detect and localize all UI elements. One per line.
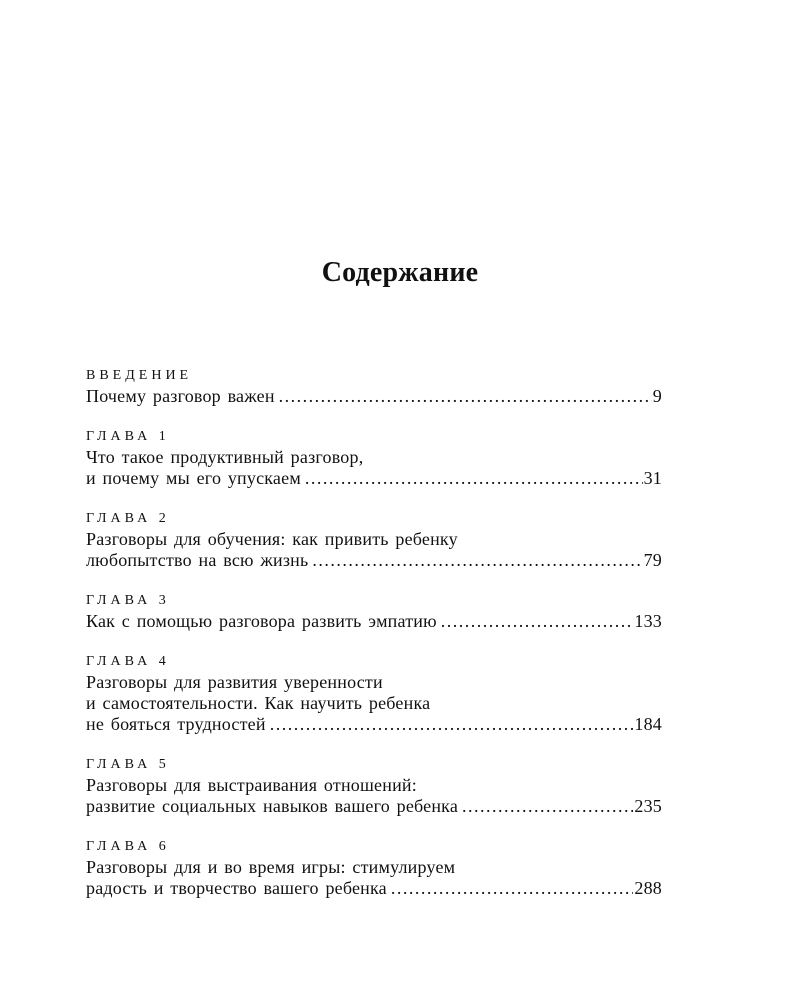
dot-leader — [305, 468, 643, 489]
section-label: ГЛАВА 6 — [86, 839, 170, 854]
section-label: ГЛАВА 4 — [86, 654, 170, 669]
entry-title-line — [86, 878, 662, 899]
toc-entry — [86, 837, 662, 899]
table-of-contents — [86, 366, 662, 919]
entry-title-text: Почему разговор важен — [86, 386, 275, 406]
entry-title-text: и почему мы его упускаем — [86, 468, 301, 488]
page-title: Содержание — [321, 256, 479, 288]
entry-title-text: не бояться трудностей — [86, 714, 266, 734]
section-label: ГЛАВА 1 — [86, 429, 170, 444]
dot-leader — [391, 878, 634, 899]
dot-leader — [270, 714, 634, 735]
entry-title-text: радость и творчество вашего ребенка — [86, 878, 387, 898]
page-number: 133 — [634, 611, 662, 631]
toc-entry — [86, 366, 662, 407]
page-number: 79 — [643, 550, 662, 570]
section-label: ГЛАВА 2 — [86, 511, 170, 526]
section-label: ГЛАВА 3 — [86, 593, 170, 608]
entry-title-text: любопытство на всю жизнь — [86, 550, 309, 570]
dot-leader — [462, 796, 633, 817]
entry-title-text: развитие социальных навыков вашего ребенка — [86, 796, 459, 816]
page-number: 31 — [643, 468, 662, 488]
entry-title-line: Разговоры для и во время игры: стимулируем — [86, 857, 456, 877]
toc-entry — [86, 652, 662, 735]
entry-title-line — [86, 611, 662, 632]
toc-entry — [86, 509, 662, 571]
entry-title-line: Что такое продуктивный разговор, — [86, 447, 364, 467]
entry-title-line: Разговоры для выстраивания отношений: — [86, 775, 417, 795]
entry-title-line — [86, 714, 662, 735]
toc-entry — [86, 591, 662, 632]
entry-title-text: Как с помощью разговора развить эмпатию — [86, 611, 437, 631]
entry-title-line — [86, 468, 662, 489]
section-label: ВВЕДЕНИЕ — [86, 368, 193, 383]
page-number: 288 — [634, 878, 662, 898]
entry-title-line — [86, 550, 662, 571]
toc-entry — [86, 427, 662, 489]
page-number: 9 — [652, 386, 662, 406]
dot-leader — [279, 386, 652, 407]
page-number: 184 — [634, 714, 662, 734]
entry-title-line — [86, 796, 662, 817]
entry-title-line — [86, 386, 662, 407]
dot-leader — [441, 611, 634, 632]
entry-title-line: Разговоры для развития уверенности — [86, 672, 383, 692]
entry-title-line: Разговоры для обучения: как привить ребенку — [86, 529, 458, 549]
page-number: 235 — [634, 796, 662, 816]
entry-title-line: и самостоятельности. Как научить ребенка — [86, 693, 431, 713]
dot-leader — [312, 550, 642, 571]
section-label: ГЛАВА 5 — [86, 757, 170, 772]
toc-entry — [86, 755, 662, 817]
